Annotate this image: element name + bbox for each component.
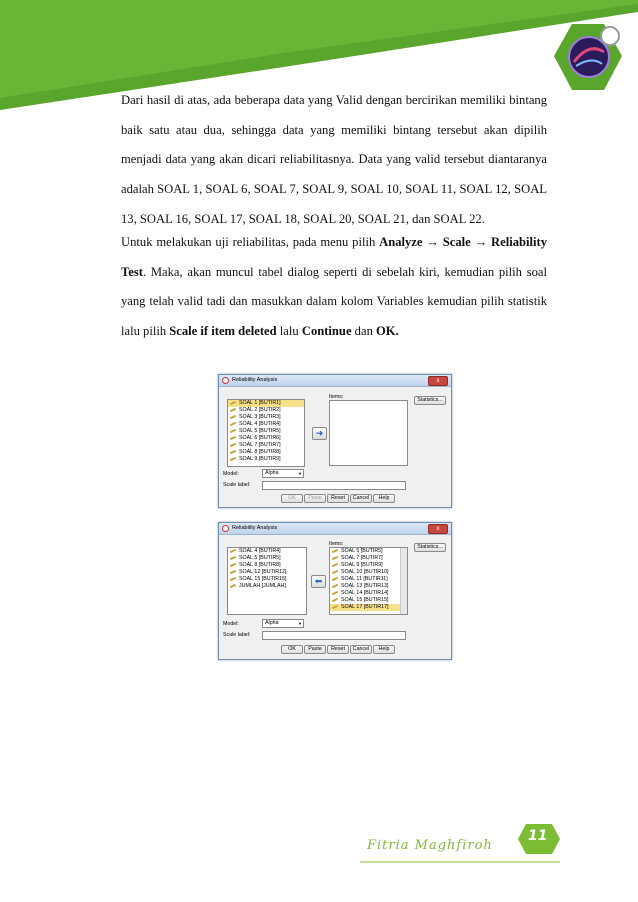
list-item[interactable]: SOAL 5 [BUTIR5] xyxy=(330,548,407,555)
dialog1-model-select[interactable]: Alpha ▼ xyxy=(262,469,304,478)
scale-variable-icon xyxy=(230,422,237,426)
dialog2-model-label: Model: xyxy=(223,621,239,627)
p2-arrow-2: → xyxy=(470,235,492,249)
p2-bold-analyze: Analyze xyxy=(379,235,423,249)
p2-text-1: Untuk melakukan uji reliabilitas, pada menu pilih xyxy=(121,235,380,249)
dialog1-items-list[interactable] xyxy=(329,400,408,466)
dialog2-scale-label: Scale label: xyxy=(223,632,251,638)
list-item[interactable]: SOAL 14 [BUTIR14] xyxy=(330,590,407,597)
dialog1-title: Reliability Analysis xyxy=(232,377,278,383)
scale-variable-icon xyxy=(230,577,237,581)
scale-variable-icon xyxy=(332,598,339,602)
list-item[interactable]: SOAL 9 [BUTIR9] xyxy=(228,456,304,463)
dialog2-reset-button[interactable]: Reset xyxy=(327,645,349,654)
list-item[interactable]: SOAL 1 [BUTIR1] xyxy=(228,400,304,407)
p2-bold-reliability-test: Reliability Test xyxy=(121,235,548,279)
p2-text-2: . Maka, akan muncul tabel dialog seperti di sebelah kiri, kemudian pilih soal yang telah valid tadi dan masukkan dalam kolom Variables kemudian pilih statistik lalu pilih xyxy=(121,264,547,339)
dialog1-variable-list[interactable] xyxy=(227,399,305,467)
dialog2-variable-list[interactable] xyxy=(227,547,307,615)
dialog1-cancel-button[interactable]: Cancel xyxy=(350,494,372,503)
scale-variable-icon xyxy=(230,549,237,553)
p2-bold-scale: Scale xyxy=(442,235,471,249)
p2-bold-scale-if-item-deleted: Scale if item deleted xyxy=(169,324,277,339)
dialog2-model-select[interactable]: Alpha ▼ xyxy=(262,619,304,628)
list-item[interactable]: SOAL 15 [BUTIR15] xyxy=(330,597,407,604)
list-item[interactable]: SOAL 7 [BUTIR7] xyxy=(330,555,407,562)
list-item[interactable]: SOAL 10 [BUTIR10] xyxy=(330,569,407,576)
list-item[interactable]: SOAL 6 [BUTIR6] xyxy=(228,435,304,442)
dialog2-titlebar xyxy=(219,523,451,535)
scale-variable-icon xyxy=(332,563,339,567)
dialog2-title: Reliability Analysis xyxy=(232,525,278,531)
list-item[interactable]: SOAL 2 [BUTIR2] xyxy=(228,407,304,414)
p2-text-3: lalu xyxy=(276,324,302,339)
list-item[interactable]: SOAL 4 [BUTIR4] xyxy=(228,548,306,555)
scale-variable-icon xyxy=(230,401,237,405)
reliability-dialog-before xyxy=(218,374,452,508)
dialog2-help-button[interactable]: Help xyxy=(373,645,395,654)
scale-variable-icon xyxy=(332,591,339,595)
author-name: Fitria Maghfiroh xyxy=(367,838,493,853)
scale-variable-icon xyxy=(230,584,237,588)
scale-variable-icon xyxy=(332,584,339,588)
list-item[interactable]: SOAL 5 [BUTIR5] xyxy=(228,555,306,562)
dialog2-statistics-button[interactable]: Statistics... xyxy=(414,543,446,552)
scale-variable-icon xyxy=(332,577,339,581)
p2-bold-continue: Continue xyxy=(301,324,352,339)
list-item[interactable]: JUMLAH [JUMLAH] xyxy=(228,583,306,590)
scale-variable-icon xyxy=(230,436,237,440)
scale-variable-icon xyxy=(332,549,339,553)
dialog2-items-list[interactable] xyxy=(329,547,408,615)
dialog2-items-label: Items: xyxy=(329,541,344,547)
paragraph-valid-data: Dari hasil di atas, ada beberapa data yang Valid dengan bercirikan memiliki bintang baik satu atau dua, sehingga data yang memiliki bintang tersebut akan dipilih menjadi data yang akan dicari reliabilitasnya. Data yang valid tersebut diantaranya adalah SOAL 1, SOAL 6, SOAL 7, SOAL 9, SOAL 10, SOAL 11, SOAL 12, SOAL 13, SOAL 16, SOAL 17, SOAL 18, SOAL 20, SOAL 21, dan SOAL 22. xyxy=(121,93,547,226)
paragraph-reliability-steps xyxy=(121,228,547,347)
scale-variable-icon xyxy=(332,556,339,560)
chevron-down-icon: ▼ xyxy=(298,471,302,476)
p2-arrow-1: → xyxy=(422,235,443,249)
scale-variable-icon xyxy=(230,429,237,433)
dialog2-paste-button[interactable]: Paste xyxy=(304,645,326,654)
scale-variable-icon xyxy=(332,605,339,609)
list-item[interactable]: SOAL 8 [BUTIR8] xyxy=(228,449,304,456)
dialog1-titlebar xyxy=(219,375,451,387)
scale-variable-icon xyxy=(230,450,237,454)
page-number: 11 xyxy=(528,828,548,844)
dialog2-scale-label-input[interactable] xyxy=(262,631,406,640)
list-item[interactable]: SOAL 7 [BUTIR7] xyxy=(228,442,304,449)
dialog2-cancel-button[interactable]: Cancel xyxy=(350,645,372,654)
reliability-dialog-after xyxy=(218,522,452,660)
scale-variable-icon xyxy=(230,563,237,567)
scale-variable-icon xyxy=(230,556,237,560)
move-right-arrow-button[interactable]: ➜ xyxy=(312,427,327,440)
list-item[interactable]: SOAL 17 [BUTIR17] xyxy=(330,604,407,611)
list-item[interactable]: SOAL 9 [BUTIR9] xyxy=(330,562,407,569)
dialog1-model-label: Model: xyxy=(223,471,239,477)
p2-text-4: dan xyxy=(351,324,377,339)
dialog1-ok-button[interactable]: OK xyxy=(281,494,303,503)
list-item[interactable]: SOAL 5 [BUTIR5] xyxy=(228,428,304,435)
dialog2-items-scrollbar[interactable] xyxy=(400,548,407,614)
scale-variable-icon xyxy=(230,443,237,447)
scale-variable-icon xyxy=(230,408,237,412)
dialog1-paste-button[interactable]: Paste xyxy=(304,494,326,503)
move-left-arrow-button[interactable]: ⬅ xyxy=(311,575,326,588)
list-item[interactable]: SOAL 3 [BUTIR3] xyxy=(228,414,304,421)
list-item[interactable]: SOAL 11 [BUTIR11] xyxy=(330,576,407,583)
p2-bold-ok: OK. xyxy=(376,324,399,339)
dialog1-items-label: Items: xyxy=(329,394,344,400)
chevron-down-icon: ▼ xyxy=(298,621,302,626)
list-item[interactable]: SOAL 8 [BUTIR8] xyxy=(228,562,306,569)
spss-app-icon xyxy=(222,377,229,384)
dialog1-close-button[interactable]: x xyxy=(428,376,448,386)
dialog1-help-button[interactable]: Help xyxy=(373,494,395,503)
globe-logo-icon xyxy=(552,22,624,94)
list-item[interactable]: SOAL 13 [BUTIR13] xyxy=(330,583,407,590)
dialog1-scale-label-input[interactable] xyxy=(262,481,406,490)
scale-variable-icon xyxy=(332,570,339,574)
spss-app-icon xyxy=(222,525,229,532)
list-item[interactable]: SOAL 15 [BUTIR15] xyxy=(228,576,306,583)
list-item[interactable]: SOAL 12 [BUTIR12] xyxy=(228,569,306,576)
dialog2-close-button[interactable]: x xyxy=(428,524,448,534)
scale-variable-icon xyxy=(230,570,237,574)
scale-variable-icon xyxy=(230,457,237,461)
dialog2-ok-button[interactable]: OK xyxy=(281,645,303,654)
dialog1-reset-button[interactable]: Reset xyxy=(327,494,349,503)
scale-variable-icon xyxy=(230,415,237,419)
dialog1-statistics-button[interactable]: Statistics... xyxy=(414,396,446,405)
list-item[interactable]: SOAL 4 [BUTIR4] xyxy=(228,421,304,428)
dialog1-scale-label: Scale label: xyxy=(223,482,251,488)
